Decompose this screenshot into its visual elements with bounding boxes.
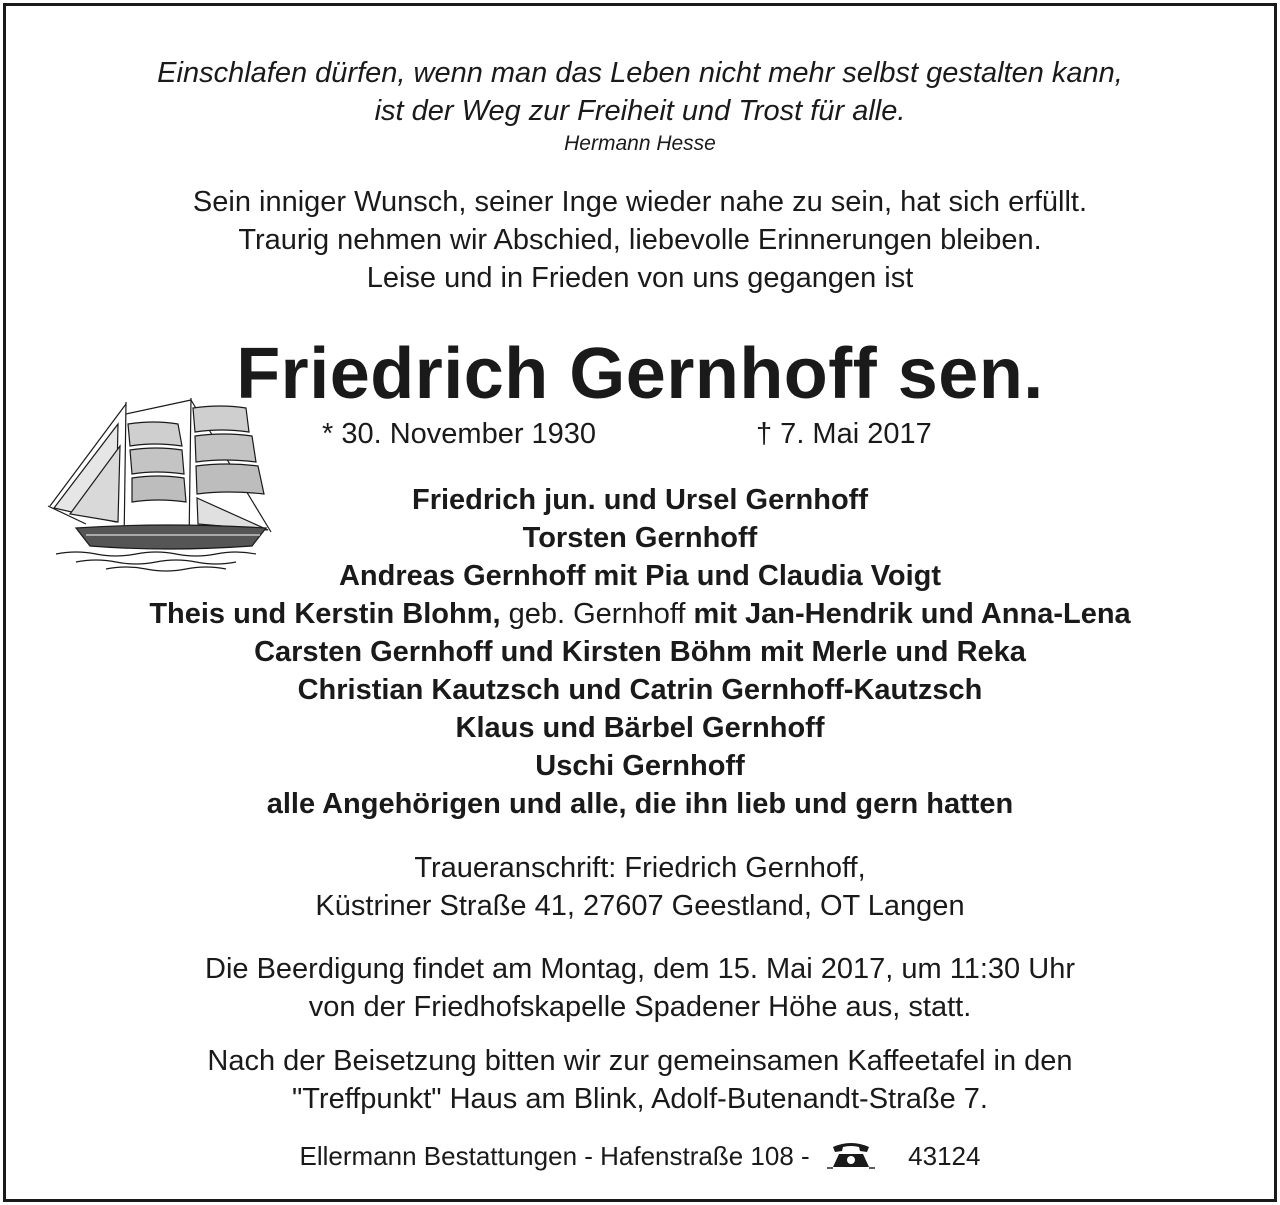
- mourner-line: Andreas Gernhoff mit Pia und Claudia Voigt: [338, 560, 942, 592]
- mourner-line-part: Theis und Kerstin Blohm,: [149, 598, 501, 630]
- address-line: Traueranschrift: Friedrich Gernhoff,: [414, 852, 866, 884]
- phone-number: 43124: [908, 1141, 981, 1171]
- intro-line: Leise und in Frieden von uns gegangen ist: [366, 262, 914, 294]
- quote-line: Einschlafen dürfen, wenn man das Leben nicht mehr selbst gestalten kann,: [157, 57, 1123, 89]
- mourner-line: Uschi Gernhoff: [535, 750, 745, 782]
- mourner-line: alle Angehörigen und alle, die ihn lieb und gern hatten: [266, 788, 1014, 820]
- death-date: † 7. Mai 2017: [756, 418, 932, 450]
- mourner-line-part: mit Jan-Hendrik und Anna-Lena: [685, 598, 1131, 630]
- deceased-name: Friedrich Gernhoff sen.: [236, 334, 1044, 414]
- birth-date: * 30. November 1930: [322, 418, 597, 450]
- undertaker-footer: [6, 1139, 1274, 1173]
- funeral-line: Die Beerdigung findet am Montag, dem 15. Mai 2017, um 11:30 Uhr: [205, 953, 1075, 985]
- quote-author: Hermann Hesse: [564, 132, 716, 155]
- mourners-list: [6, 481, 1274, 823]
- quote-line: ist der Weg zur Freiheit und Trost für alle.: [374, 95, 906, 127]
- reception-line: "Treffpunkt" Haus am Blink, Adolf-Butenandt-Straße 7.: [292, 1083, 988, 1115]
- intro-line: Sein inniger Wunsch, seiner Inge wieder nahe zu sein, hat sich erfüllt.: [192, 186, 1088, 218]
- mourning-address: [6, 849, 1274, 925]
- reception-line: Nach der Beisetzung bitten wir zur gemeinsamen Kaffeetafel in den: [207, 1045, 1073, 1077]
- reception-info: [6, 1042, 1274, 1118]
- obituary-notice: [3, 3, 1277, 1202]
- maiden-name: geb. Gernhoff: [500, 598, 686, 630]
- mourner-line: Friedrich jun. und Ursel Gernhoff: [412, 484, 868, 516]
- telephone-icon: [827, 1141, 875, 1169]
- mourner-line: Torsten Gernhoff: [522, 522, 758, 554]
- intro-text: [6, 183, 1274, 297]
- undertaker-text: Ellermann Bestattungen - Hafenstraße 108 -: [299, 1141, 810, 1171]
- funeral-info: [6, 950, 1274, 1026]
- quote: [6, 54, 1274, 130]
- mourner-line: Christian Kautzsch und Catrin Gernhoff-Kautzsch: [297, 674, 983, 706]
- intro-line: Traurig nehmen wir Abschied, liebevolle Erinnerungen bleiben.: [238, 224, 1042, 256]
- mourner-line: [6, 595, 1274, 633]
- mourner-line: Klaus und Bärbel Gernhoff: [455, 712, 825, 744]
- funeral-line: von der Friedhofskapelle Spadener Höhe aus, statt.: [308, 991, 972, 1023]
- mourner-line: Carsten Gernhoff und Kirsten Böhm mit Merle und Reka: [254, 636, 1026, 668]
- address-line: Küstriner Straße 41, 27607 Geestland, OT Langen: [315, 890, 965, 922]
